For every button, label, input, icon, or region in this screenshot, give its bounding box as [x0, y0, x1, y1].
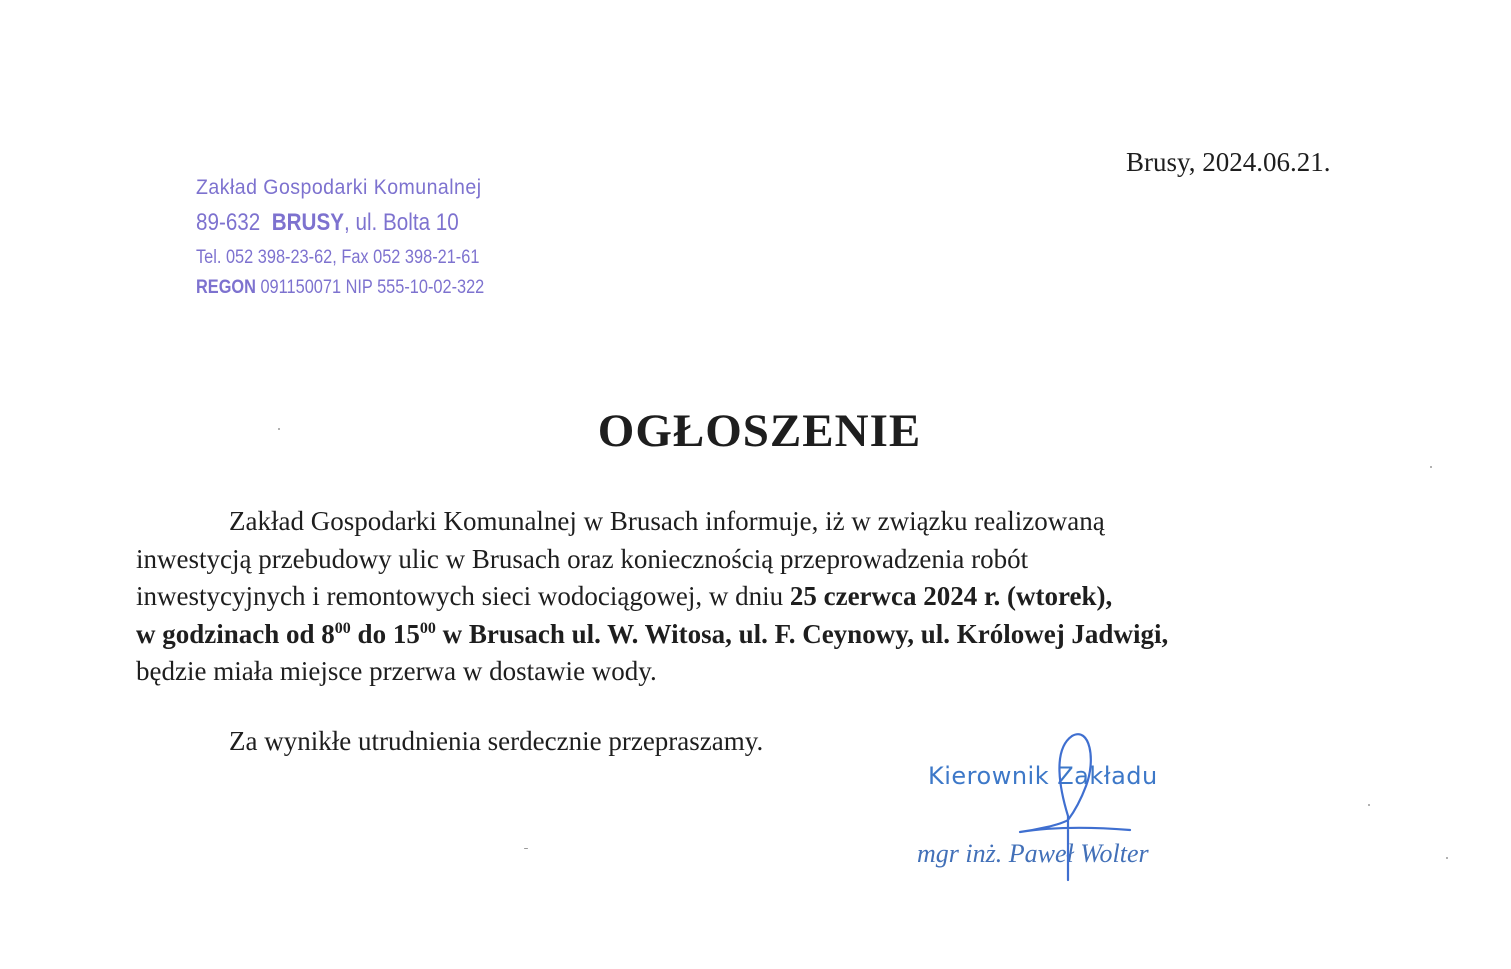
announcement-body — [136, 503, 1376, 691]
superscript-minutes: 00 — [334, 619, 351, 637]
signatory-role: Kierownik Zakładu — [928, 762, 1158, 790]
signatory-name: mgr inż. Paweł Wolter — [917, 839, 1149, 868]
stamp-company-name: Zakład Gospodarki Komunalnej — [196, 176, 482, 199]
stamp-regon-nip-values: 091150071 NIP 555-10-02-322 — [260, 277, 485, 298]
outage-streets: w Brusach ul. W. Witosa, ul. F. Ceynowy, ul. Królowej Jadwigi, — [435, 618, 1169, 649]
place-and-date: Brusy, 2024.06.21. — [1126, 147, 1331, 177]
superscript-minutes: 00 — [419, 619, 436, 637]
body-line-1: Zakład Gospodarki Komunalnej w Brusach informuje, iż w związku realizowaną — [229, 506, 1105, 536]
outage-date: 25 czerwca 2024 r. (wtorek), — [789, 581, 1113, 611]
scan-speck — [1446, 857, 1448, 859]
scan-speck — [524, 848, 528, 849]
stamp-regon-nip — [196, 277, 484, 299]
body-line-3 — [136, 578, 1376, 616]
company-stamp — [196, 176, 531, 299]
scan-speck — [1430, 466, 1432, 468]
outage-hours-from: w godzinach od 8 — [136, 618, 335, 649]
stamp-phone-fax: Tel. 052 398-23-62, Fax 052 398-21-61 — [196, 247, 480, 268]
stamp-address — [196, 209, 484, 237]
body-line-4 — [136, 616, 1376, 654]
outage-hours-to: do 15 — [350, 618, 420, 649]
stamp-street: , ul. Bolta 10 — [344, 209, 459, 236]
body-line-2: inwestycją przebudowy ulic w Brusach oraz koniecznością przeprowadzenia robót — [136, 543, 1029, 574]
scan-speck — [1368, 804, 1370, 806]
body-line-5: będzie miała miejsce przerwa w dostawie wody. — [136, 656, 657, 686]
stamp-city: BRUSY — [271, 209, 345, 236]
handwritten-signature-icon — [1000, 730, 1140, 885]
stamp-regon-label: REGON — [196, 277, 256, 298]
stamp-postal-code: 89-632 — [196, 209, 261, 236]
page-title: OGŁOSZENIE — [597, 405, 922, 457]
scan-speck — [278, 428, 280, 430]
body-line-3-text: inwestycyjnych i remontowych sieci wodociągowej, w dniu — [136, 581, 790, 611]
closing-apology: Za wynikłe utrudnienia serdecznie przepraszamy. — [229, 726, 764, 756]
